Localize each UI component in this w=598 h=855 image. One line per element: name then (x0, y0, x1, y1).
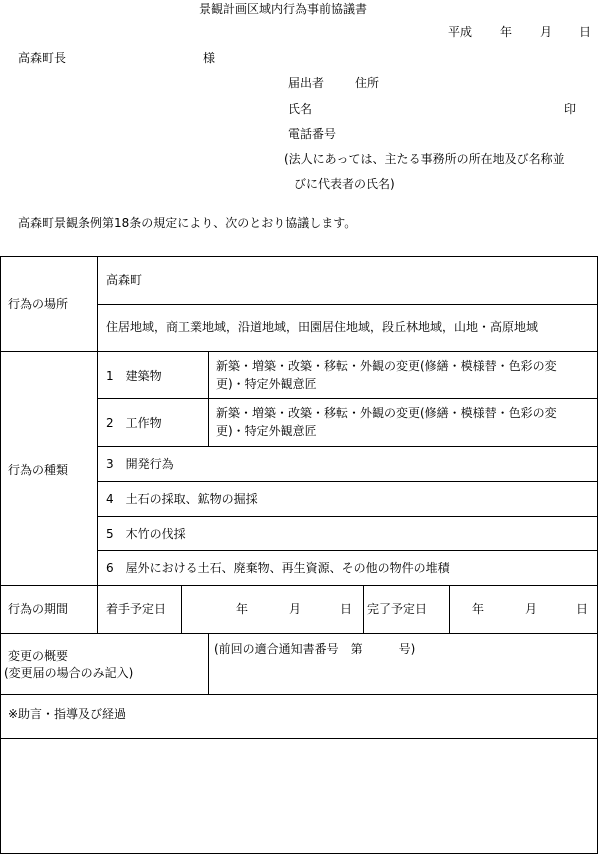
advice-label: ※助言・指導及び経過 (8, 707, 127, 721)
change-label-line1: 変更の概要 (8, 649, 69, 663)
date-year: 年 (500, 25, 513, 39)
applicant-phone-label: 電話番号 (288, 127, 337, 141)
seal-mark: 印 (564, 102, 577, 116)
type-item-1-desc-line1: 新築・増築・改築・移転・外観の変更(修繕・模様替・色彩の変 (216, 359, 557, 373)
period-start-day: 日 (340, 602, 353, 616)
type-item-5: 5 木竹の伐採 (106, 527, 186, 541)
type-item-6: 6 屋外における土石、廃棄物、再生資源、その他の物件の堆積 (106, 561, 450, 575)
location-label: 行為の場所 (8, 297, 69, 311)
period-end-year: 年 (472, 602, 485, 616)
date-month: 月 (540, 25, 553, 39)
period-label: 行為の期間 (8, 602, 69, 616)
type-item-1: 1 建築物 (106, 369, 162, 383)
period-end-day: 日 (576, 602, 589, 616)
period-start-label: 着手予定日 (106, 602, 167, 616)
type-item-1-desc-line2: 更)・特定外観意匠 (216, 377, 317, 391)
type-item-2-desc-line1: 新築・増築・改築・移転・外観の変更(修繕・模様替・色彩の変 (216, 406, 557, 420)
type-label: 行為の種類 (8, 463, 69, 477)
period-start-month: 月 (289, 602, 302, 616)
type-item-2-desc-line2: 更)・特定外観意匠 (216, 424, 317, 438)
date-era: 平成 (448, 25, 473, 39)
period-start-year: 年 (236, 602, 249, 616)
honorific: 様 (203, 51, 216, 65)
applicant-note-line1: (法人にあっては、主たる事務所の所在地及び名称並 (284, 152, 565, 166)
location-zones: 住居地域，商工業地域，沿道地域，田園居住地域，段丘林地域，山地・高原地域 (106, 320, 539, 334)
date-day: 日 (579, 25, 592, 39)
applicant-note-line2: びに代表者の氏名) (294, 177, 395, 191)
period-end-label: 完了予定日 (367, 602, 428, 616)
document-title: 景観計画区域内行為事前協議書 (199, 2, 368, 16)
location-town: 高森町 (106, 273, 143, 287)
applicant-label: 届出者 (288, 76, 325, 90)
applicant-address-label: 住所 (355, 76, 380, 90)
addressee: 高森町長 (18, 51, 67, 65)
period-end-month: 月 (525, 602, 538, 616)
type-item-2: 2 工作物 (106, 416, 162, 430)
applicant-name-label: 氏名 (288, 102, 313, 116)
type-item-3: 3 開発行為 (106, 457, 174, 471)
type-item-4: 4 土石の採取、鉱物の掘採 (106, 492, 258, 506)
change-label-line2: (変更届の場合のみ記入) (4, 666, 134, 680)
intro-text: 高森町景観条例第18条の規定により、次のとおり協議します。 (18, 216, 357, 230)
change-previous-notice: (前回の適合通知書番号 第 号) (214, 642, 416, 656)
